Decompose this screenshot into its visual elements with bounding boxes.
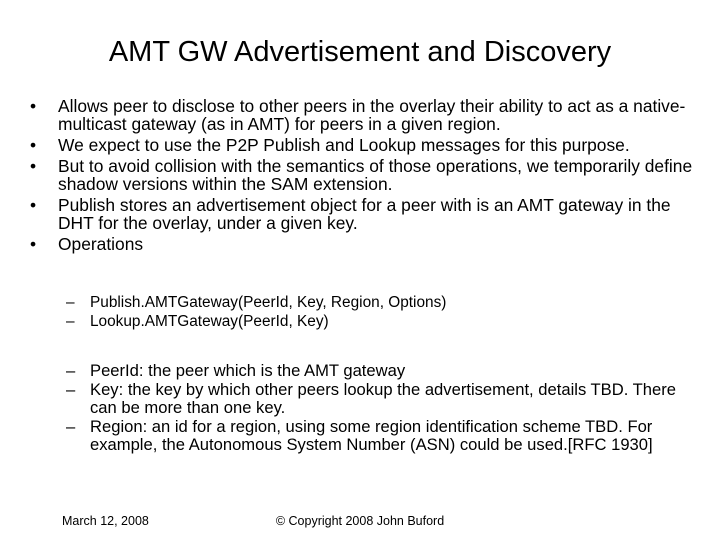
bullet-item bbox=[30, 136, 700, 154]
bullet-marker: • bbox=[30, 195, 37, 215]
dash-marker: – bbox=[66, 361, 76, 380]
definition-text: Region: an id for a region, using some region identification scheme TBD. For example, the Autonomous System Number (ASN) could be used.[RFC 1930] bbox=[90, 416, 653, 454]
bullet-text: We expect to use the P2P Publish and Lookup messages for this purpose. bbox=[58, 135, 630, 155]
operation-text: Publish.AMTGateway(PeerId, Key, Region, Options) bbox=[90, 294, 447, 311]
bullet-marker: • bbox=[30, 96, 37, 116]
dash-marker: – bbox=[66, 294, 75, 311]
dash-marker: – bbox=[66, 379, 76, 399]
bullet-marker: • bbox=[30, 234, 37, 254]
definition-text: Key: the key by which other peers lookup the advertisement, details TBD. There can be more than one key. bbox=[90, 379, 677, 417]
operations-list bbox=[66, 293, 706, 331]
operation-item bbox=[66, 293, 706, 312]
definition-item bbox=[66, 362, 706, 381]
bullet-item bbox=[30, 235, 700, 253]
operation-text: Lookup.AMTGateway(PeerId, Key) bbox=[90, 313, 329, 330]
bullet-text: Allows peer to disclose to other peers in the overlay their ability to act as a native-multicast gateway (as in AMT) for peers in a given region. bbox=[58, 96, 686, 134]
bullet-item bbox=[30, 196, 700, 232]
bullet-text: But to avoid collision with the semantics of those operations, we temporarily define shadow versions within the SAM extension. bbox=[58, 156, 693, 194]
bullet-text: Publish stores an advertisement object for a peer with is an AMT gateway in the DHT for the overlay, under a given key. bbox=[58, 195, 671, 233]
footer-date: March 12, 2008 bbox=[62, 514, 149, 528]
definition-item bbox=[66, 381, 706, 418]
definitions-list bbox=[66, 362, 706, 455]
bullet-list bbox=[30, 97, 700, 256]
bullet-item bbox=[30, 157, 700, 193]
slide-title: AMT GW Advertisement and Discovery bbox=[108, 36, 612, 68]
bullet-text: Operations bbox=[58, 234, 144, 254]
footer-copyright: © Copyright 2008 John Buford bbox=[275, 514, 445, 528]
definition-text: PeerId: the peer which is the AMT gateway bbox=[90, 361, 406, 380]
bullet-marker: • bbox=[30, 135, 37, 155]
dash-marker: – bbox=[66, 313, 75, 330]
definition-item bbox=[66, 418, 706, 455]
bullet-item bbox=[30, 97, 700, 133]
operation-item bbox=[66, 312, 706, 331]
bullet-marker: • bbox=[30, 156, 37, 176]
dash-marker: – bbox=[66, 416, 76, 436]
